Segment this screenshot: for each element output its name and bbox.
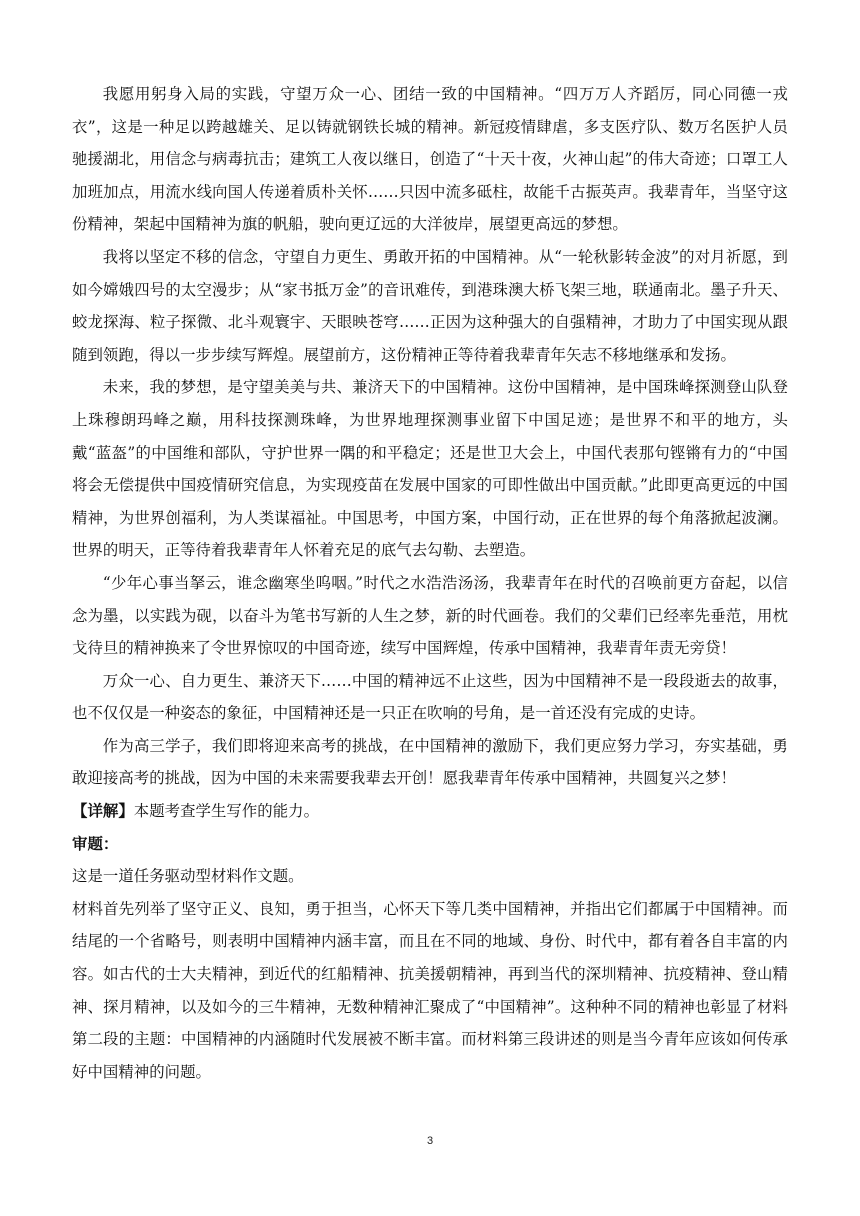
essay-paragraph-1: 我愿用躬身入局的实践，守望万众一心、团结一致的中国精神。“四万万人齐蹈厉，同心同德一戎衣”，这是一种足以跨越雄关、足以铸就钢铁长城的精神。新冠疫情肆虐，多支医疗队、数万名医护人员驰援湖北，用信念与病毒抗击；建筑工人夜以继日，创造了“十天十夜，火神山起”的伟大奇迹；口罩工人加班加点，用流水线向国人传递着质朴关怀……只因中流多砥柱，故能千古振英声。我辈青年，当坚守这份精神，架起中国精神为旗的帆船，驶向更辽远的大洋彼岸，展望更高远的梦想。 — [72, 85, 788, 234]
essay-paragraph-4: “少年心事当拏云，谁念幽寒坐呜咽。”时代之水浩浩汤汤，我辈青年在时代的召唤前更方奋起，以信念为墨，以实践为砚，以奋斗为笔书写新的人生之梦，新的时代画卷。我们的父辈们已经率先垂范，用枕戈待旦的精神换来了令世界惊叹的中国奇迹，续写中国辉煌，传承中国精神，我辈青年责无旁贷！ — [72, 573, 788, 658]
detail-text: 本题考查学生写作的能力。 — [133, 802, 320, 821]
essay-paragraph-2: 我将以坚定不移的信念，守望自力更生、勇敢开拓的中国精神。从“一轮秋影转金波”的对月祈愿，到如今嫦娥四号的太空漫步；从“家书抵万金”的音讯难传，到港珠澳大桥飞架三地，联通南北。墨子升天、蛟龙探海、粒子探微、北斗观寰宇、天眼映苍穹……正因为这种强大的自强精神，才助力了中国实现从跟随到领跑，得以一步步续写辉煌。展望前方，这份精神正等待着我辈青年矢志不移地继承和发扬。 — [72, 247, 788, 364]
review-line-2: 材料首先列举了坚守正义、良知，勇于担当，心怀天下等几类中国精神，并指出它们都属于中国精神。而结尾的一个省略号，则表明中国精神内涵丰富，而且在不同的地域、身份、时代中，都有着各自丰富的内容。如古代的士大夫精神，到近代的红船精神、抗美援朝精神，再到当代的深圳精神、抗疫精神、登山精神、探月精神，以及如今的三牛精神，无数种精神汇聚成了“中国精神”。这种种不同的精神也彰显了材料第二段的主题：中国精神的内涵随时代发展被不断丰富。而材料第三段讲述的则是当今青年应该如何传承好中国精神的问题。 — [72, 899, 788, 1081]
review-heading: 审题： — [72, 834, 119, 853]
review-line-1: 这是一道任务驱动型材料作文题。 — [72, 867, 304, 886]
page-number: 3 — [426, 1135, 434, 1147]
detail-line — [72, 795, 788, 828]
detail-label: 【详解】 — [72, 802, 134, 821]
essay-paragraph-5: 万众一心、自力更生、兼济天下……中国的精神远不止这些，因为中国精神不是一段段逝去的故事，也不仅仅是一种姿态的象征，中国精神还是一只正在吹响的号角，是一首还没有完成的史诗。 — [72, 671, 788, 723]
essay-paragraph-6: 作为高三学子，我们即将迎来高考的挑战，在中国精神的激励下，我们更应努力学习，夯实基础，勇敢迎接高考的挑战，因为中国的未来需要我辈去开创！愿我辈青年传承中国精神，共圆复兴之梦！ — [72, 736, 788, 788]
document-body — [72, 78, 788, 1088]
essay-paragraph-3: 未来，我的梦想，是守望美美与共、兼济天下的中国精神。这份中国精神，是中国珠峰探测登山队登上珠穆朗玛峰之巅，用科技探测珠峰，为世界地理探测事业留下中国足迹；是世界不和平的地方，头戴“蓝盔”的中国维和部队，守护世界一隅的和平稳定；还是世卫大会上，中国代表那句铿锵有力的“中国将会无偿提供中国疫情研究信息，为实现疫苗在发展中国家的可即性做出中国贡献。”此即更高更远的中国精神，为世界创福利，为人类谋福祉。中国思考，中国方案，中国行动，正在世界的每个角落掀起波澜。世界的明天，正等待着我辈青年人怀着充足的底气去勾勒、去塑造。 — [72, 378, 788, 560]
